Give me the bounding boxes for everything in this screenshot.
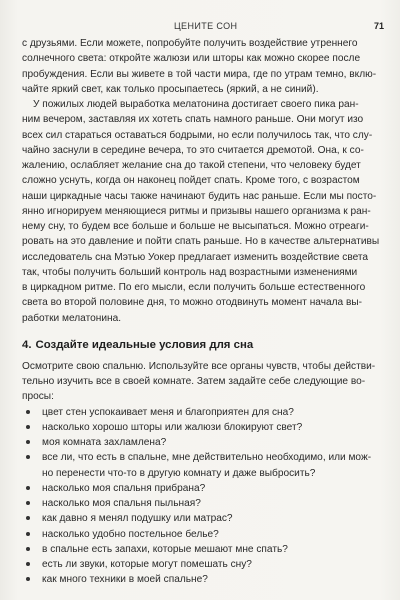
bullet-icon [26,410,30,414]
list-item-line: насколько моя спальня прибрана? [42,482,206,494]
list-item-text [42,542,382,557]
paragraph-line: наши циркадные часы также начинают будить нас раньше. Если мы посто- [22,190,377,202]
list-item-text [42,496,382,511]
paragraph-line: чайно заснули в середине вечера, то это считается дремотой. Она, к со- [22,144,364,156]
paragraph-line: нему сну, то будем все больше и больше не высыпаться. Можно отреаги- [22,221,369,232]
list-item [22,450,382,481]
list-item [22,481,382,496]
list-item-text [42,450,382,481]
bullet-icon [26,425,30,429]
list-item [22,405,382,420]
list-item [22,557,382,572]
list-item-line: цвет стен успокаивает меня и благоприятен для сна? [42,406,294,418]
list-item [22,511,382,526]
paragraph-line: всех сил стараться оставаться бодрыми, но если получилось так, что слу- [22,129,373,141]
paragraph-line: ровать на это давление и пойти спать раньше. Но в качестве альтернативы [22,236,380,248]
list-item-text [42,481,382,496]
intro-line: просы: [22,391,54,403]
page-number: 71 [373,21,384,31]
list-item-line: насколько хорошо шторы или жалюзи блокируют свет? [42,421,303,433]
list-item-line: как много техники в моей спальне? [42,574,208,586]
intro-line: тельно изучить все в своей комнате. Затем задайте себе следующие во- [22,376,366,387]
bullet-icon [26,547,30,551]
list-item-line: но перенести что-то в другую комнату и даже выбросить? [42,467,316,479]
list-item-line: насколько моя спальня пыльная? [42,498,201,509]
list-item-text [42,557,382,572]
paragraph-line: так, чтобы получить больший контроль над возрастными изменениями [22,266,358,278]
list-item-text [42,572,382,587]
section-title: Создайте идеальные условия для сна [35,338,254,351]
section-number: 4. [22,338,32,351]
bullet-icon [26,532,30,536]
paragraph-line: пробуждения. Если вы живете в той части мира, где по утрам темно, вклю- [22,68,377,80]
running-header [0,21,400,35]
list-item [22,435,382,450]
paragraph-line: У пожилых людей выработка мелатонина достигает своего пика ран- [33,99,359,110]
list-item [22,542,382,557]
paragraph-line: солнечного света: откройте жалюзи или шторы как можно скорее после [22,53,361,65]
section-intro [22,359,382,405]
paragraph-line: с друзьями. Если можете, попробуйте получить воздействие утреннего [22,38,358,49]
list-item-text [42,527,382,542]
list-item-line: моя комната захламлена? [42,437,167,448]
bullet-icon [26,562,30,566]
list-item-line: в спальне есть запахи, которые мешают мне спать? [42,543,288,555]
page-content [22,36,382,588]
list-item-line: все ли, что есть в спальне, мне действительно необходимо, или мож- [42,452,372,464]
bullet-icon [26,577,30,581]
bullet-icon [26,440,30,444]
list-item [22,527,382,542]
list-item-text [42,511,382,526]
list-item-line: есть ли звуки, которые могут помешать сну? [42,559,252,570]
list-item-text [42,420,382,435]
bullet-icon [26,501,30,505]
paragraph-2 [22,97,382,326]
list-item-text [42,435,382,450]
paragraph-line: жалению, ослабляет желание сна до такой степени, что человеку будет [22,160,361,171]
paragraph-line: янно игнорируем меняющиеся ритмы и призывы нашего организма к ран- [22,205,371,217]
paragraph-line: в циркадном ритме. По его мысли, если получить больше естественного [22,282,366,293]
intro-line: Осмотрите свою спальню. Используйте все органы чувств, чтобы действи- [22,360,376,372]
list-item-line: как давно я менял подушку или матрас? [42,513,233,525]
paragraph-line: работки мелатонина. [22,312,122,324]
section-heading [22,337,382,353]
list-item [22,496,382,511]
bullet-icon [26,516,30,520]
paragraph-line: чайте яркий свет, как только просыпаетесь (яркий, а не синий). [22,83,319,95]
chapter-title: ЦЕНИТЕ СОН [174,21,238,31]
list-item-text [42,405,382,420]
list-item [22,420,382,435]
paragraph-line: ним вечером, заставляя их хотеть спать намного раньше. Они могут изо [22,114,364,126]
list-item [22,572,382,587]
paragraph-1 [22,36,382,97]
questions-list [22,405,382,588]
bullet-icon [26,455,30,459]
paragraph-line: света во второй половине дня, то можно отодвинуть момент начала вы- [22,297,362,309]
list-item-line: насколько удобно постельное белье? [42,528,219,540]
bullet-icon [26,486,30,490]
paragraph-line: исследователь сна Мэтью Уокер предлагает изменить воздействие света [22,251,369,263]
paragraph-line: сложно уснуть, когда он наконец пойдет спать. Кроме того, с возрастом [22,175,360,187]
